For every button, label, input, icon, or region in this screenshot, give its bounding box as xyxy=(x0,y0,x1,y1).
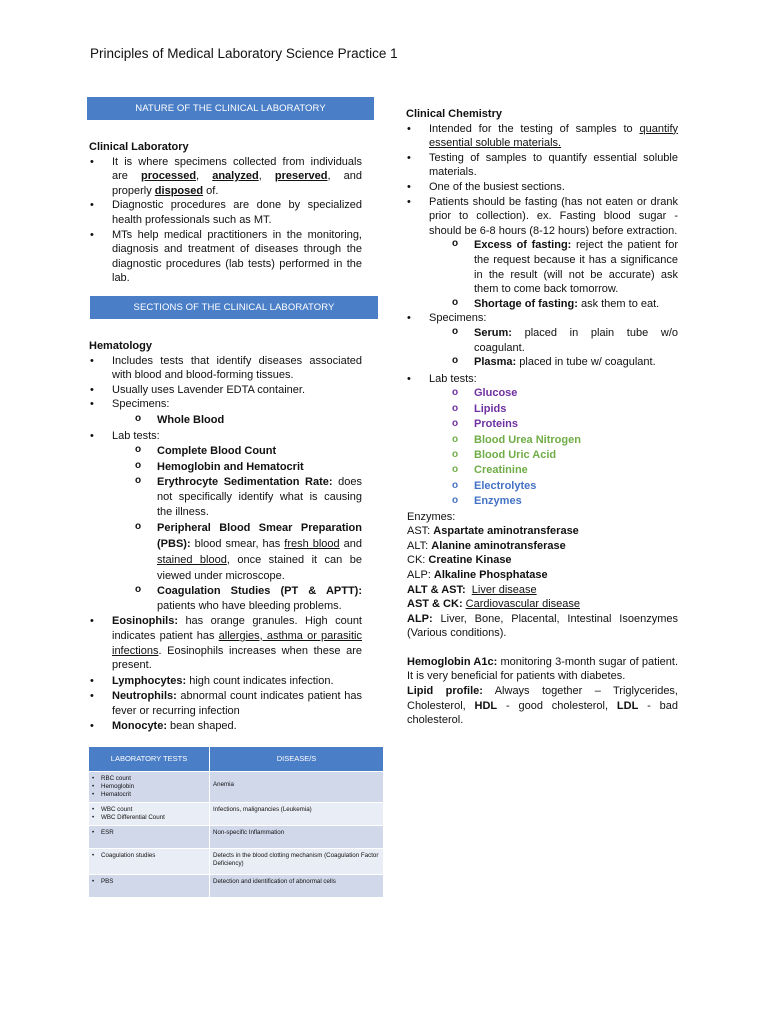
enzyme-ast-ck: AST & CK: Cardiovascular disease xyxy=(407,598,581,611)
table-row xyxy=(89,803,384,826)
enzyme-alt-ast: ALT & AST: Liver disease xyxy=(407,583,537,596)
list-item: • Diagnostic procedures are done by specialized health professionals such as MT. xyxy=(89,198,362,227)
table-header-diseases: DISEASE/S xyxy=(210,747,384,772)
table-row xyxy=(89,826,384,849)
list-item: o Erythrocyte Sedimentation Rate: does not specifically identify what is causing the illness. xyxy=(89,475,362,519)
list-item: o Glucose xyxy=(406,386,678,401)
list-item: o Blood Uric Acid xyxy=(406,448,678,463)
list-item: o Complete Blood Count xyxy=(89,444,362,459)
enzyme-ck: CK: Creatine Kinase xyxy=(407,554,512,567)
list-item: • Lymphocytes: high count indicates infection. xyxy=(89,674,362,689)
enzymes-block xyxy=(407,510,678,728)
section-banner-sections: SECTIONS OF THE CLINICAL LABORATORY xyxy=(90,296,378,319)
list-item: o Enzymes xyxy=(406,494,678,509)
list-item: • Monocyte: bean shaped. xyxy=(89,719,362,734)
list-item: o Blood Urea Nitrogen xyxy=(406,433,678,448)
table-cell-tests: • PBS xyxy=(89,875,210,897)
list-item: o Proteins xyxy=(406,417,678,432)
lab-tests-table xyxy=(89,747,384,897)
list-item: o Serum: placed in plain tube w/o coagulant. xyxy=(406,326,678,355)
list-item: o Creatinine xyxy=(406,463,678,478)
list-item: • Eosinophils: has orange granules. High count indicates patient has allergies, asthma or parasitic infections. Eosinophils increases when these are present. xyxy=(89,614,362,672)
list-item: • Lab tests: xyxy=(406,372,678,387)
list-item: o Coagulation Studies (PT & APTT): patients who have bleeding problems. xyxy=(89,584,362,613)
hematology-lab-tests-list xyxy=(89,444,362,613)
chem-lab-tests-list xyxy=(406,386,678,509)
table-cell-tests: • ESR xyxy=(89,826,210,849)
chem-specimens-sublist xyxy=(406,326,678,370)
clinical-chemistry-section xyxy=(406,107,678,728)
hemoglobin-a1c-note: Hemoglobin A1c: monitoring 3-month sugar of patient. It is very beneficial for patients with diabetes. xyxy=(407,655,679,683)
table-cell-disease: Detects in the blood clotting mechanism (Coagulation Factor Deficiency) xyxy=(210,849,384,875)
list-item: • Neutrophils: abnormal count indicates patient has fever or recurring infection xyxy=(89,689,362,718)
document-title: Principles of Medical Laboratory Science Practice 1 xyxy=(90,46,398,61)
clinical-laboratory-heading: Clinical Laboratory xyxy=(89,141,189,153)
table-header-tests: LABORATORY TESTS xyxy=(89,747,210,772)
enzymes-label: Enzymes: xyxy=(407,510,456,523)
clinical-laboratory-section xyxy=(89,140,362,286)
list-item: • Testing of samples to quantify essential soluble materials. xyxy=(406,151,678,180)
table-cell-disease: Non-specific Inflammation xyxy=(210,826,384,849)
fasting-sublist xyxy=(406,238,678,311)
list-item: o Electrolytes xyxy=(406,479,678,494)
hematology-list xyxy=(89,354,362,412)
hematology-section xyxy=(89,339,362,734)
list-item: o Hemoglobin and Hematocrit xyxy=(89,460,362,475)
clinical-chemistry-list xyxy=(406,122,678,239)
hematology-specimen-list xyxy=(89,413,362,428)
list-item: • Usually uses Lavender EDTA container. xyxy=(89,383,362,398)
list-item: o Plasma: placed in tube w/ coagulant. xyxy=(406,355,678,370)
section-banner-nature: NATURE OF THE CLINICAL LABORATORY xyxy=(87,97,374,120)
table-cell-tests: • RBC count • Hemoglobin • Hematocrit xyxy=(89,772,210,803)
clinical-chemistry-heading: Clinical Chemistry xyxy=(406,108,502,120)
list-item: • Intended for the testing of samples to quantify essential soluble materials. xyxy=(406,122,678,151)
table-cell-disease: Detection and identification of abnormal cells xyxy=(210,875,384,897)
list-item: • MTs help medical practitioners in the monitoring, diagnosis and treatment of diseases through the diagnostic procedures (lab tests) performed in the lab. xyxy=(89,228,362,286)
table-row xyxy=(89,849,384,875)
list-item: o Lipids xyxy=(406,402,678,417)
hematology-heading: Hematology xyxy=(89,340,152,352)
list-item: o Shortage of fasting: ask them to eat. xyxy=(406,297,678,312)
enzyme-alp: ALP: Alkaline Phosphatase xyxy=(407,568,548,581)
list-item: • Lab tests: xyxy=(89,429,362,444)
hematology-list-cont xyxy=(89,429,362,444)
list-item: • Includes tests that identify diseases associated with blood and blood-forming tissues. xyxy=(89,354,362,383)
list-item: • Specimens: xyxy=(89,397,362,412)
table-cell-disease: Anemia xyxy=(210,772,384,803)
list-item: • One of the busiest sections. xyxy=(406,180,678,195)
table-cell-tests: • WBC count • WBC Differential Count xyxy=(89,803,210,826)
hematology-cells-list xyxy=(89,614,362,734)
list-item: o Peripheral Blood Smear Preparation (PBS): blood smear, has fresh blood and stained blood, once stained it can be viewed under microscope. xyxy=(89,520,362,584)
table-row xyxy=(89,772,384,803)
list-item: o Whole Blood xyxy=(89,413,362,428)
enzyme-ast: AST: Aspartate aminotransferase xyxy=(407,525,579,538)
list-item: o Excess of fasting: reject the patient for the request because it has a significance in the result (will not be accurate) ask them to come back tomorrow. xyxy=(406,238,678,296)
clinical-laboratory-list xyxy=(89,155,362,286)
chem-specimens-item xyxy=(406,311,678,326)
list-item: • Specimens: xyxy=(406,311,678,326)
enzyme-alt: ALT: Alanine aminotransferase xyxy=(407,539,566,552)
table-cell-tests: • Coagulation studies xyxy=(89,849,210,875)
chem-lab-tests-item xyxy=(406,372,678,387)
list-item: • Patients should be fasting (has not eaten or drank prior to collection). ex. Fasting blood sugar - should be 6-8 hours (8-12 hours) before extraction. xyxy=(406,195,678,239)
table-cell-disease: Infections, malignancies (Leukemia) xyxy=(210,803,384,826)
list-item: • It is where specimens collected from individuals are processed, analyzed, preserved, and properly disposed of. xyxy=(89,155,362,199)
table-row xyxy=(89,875,384,897)
lipid-profile-note: Lipid profile: Always together – Triglycerides, Cholesterol, HDL - good cholesterol, LDL - bad cholesterol. xyxy=(407,685,678,727)
enzyme-alp-isoenzymes: ALP: Liver, Bone, Placental, Intestinal Isoenzymes (Various conditions). xyxy=(407,612,678,640)
